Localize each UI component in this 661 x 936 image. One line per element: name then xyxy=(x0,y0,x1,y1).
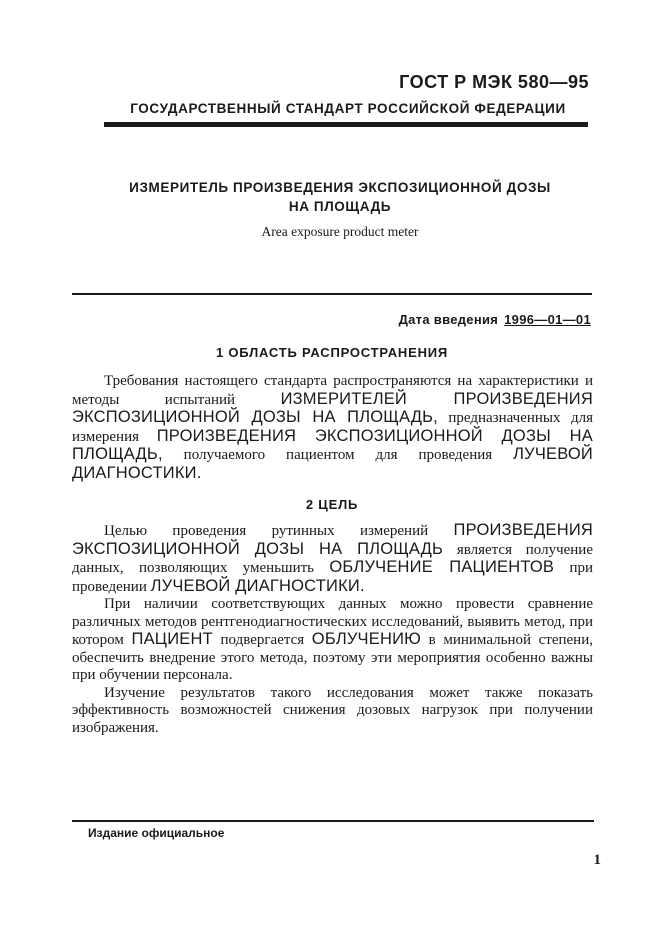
section-2-paragraph-2 xyxy=(72,596,593,685)
document-title xyxy=(90,178,590,216)
section-1-body xyxy=(72,373,593,483)
text-run: предназначенных для измерения xyxy=(72,410,593,445)
state-standard-title: ГОСУДАРСТВЕННЫЙ СТАНДАРТ РОССИЙСКОЙ ФЕДЕРАЦИИ xyxy=(130,101,566,116)
standard-code: ГОСТ Р МЭК 580—95 xyxy=(399,72,589,92)
english-title: Area exposure product meter xyxy=(261,224,419,239)
introduction-date xyxy=(399,312,591,327)
header-divider xyxy=(104,122,588,127)
edition-note: Издание официальное xyxy=(88,826,225,840)
defined-term: ПРОИЗВЕДЕНИЯ ЭКСПОЗИЦИОННОЙ ДОЗЫ НА ПЛОЩАДЬ xyxy=(72,521,593,558)
text-run: подвергается xyxy=(212,632,312,648)
text-run: является получение данных, позволяющих уменьшить xyxy=(72,541,593,576)
section-2-heading: 2 ЦЕЛЬ xyxy=(305,497,359,512)
defined-term: ОБЛУЧЕНИЮ xyxy=(311,630,422,648)
defined-term: ЛУЧЕВОЙ ДИАГНОСТИКИ. xyxy=(72,445,593,482)
text-run: Целью проведения рутинных измерений xyxy=(104,523,454,539)
title-divider xyxy=(72,293,592,295)
text-run: Требования настоящего стандарта распространяются на характеристики и методы испытаний xyxy=(72,373,593,408)
introduction-date-value: 1996—01—01 xyxy=(504,312,591,327)
page-number: 1 xyxy=(593,852,601,868)
introduction-date-label: Дата введения xyxy=(398,312,499,327)
document-title-line2: НА ПЛОЩАДЬ xyxy=(288,199,392,214)
document-title-line1: ИЗМЕРИТЕЛЬ ПРОИЗВЕДЕНИЯ ЭКСПОЗИЦИОННОЙ ДОЗЫ xyxy=(129,180,551,195)
section-2-paragraph-1 xyxy=(72,522,593,596)
text-run: при проведении xyxy=(72,560,593,595)
defined-term: ПРОИЗВЕДЕНИЯ ЭКСПОЗИЦИОННОЙ ДОЗЫ НА ПЛОЩАДЬ, xyxy=(72,426,593,463)
footer-divider xyxy=(72,820,594,822)
defined-term: ЛУЧЕВОЙ ДИАГНОСТИКИ. xyxy=(150,576,365,595)
section-2-body xyxy=(72,522,593,737)
text-run: в минимальной степени, обеспечить внедрение этого метода, поэтому эти мероприятия особенно важны при обучении персонала. xyxy=(72,632,593,683)
defined-term: ОБЛУЧЕНИЕ ПАЦИЕНТОВ xyxy=(329,558,555,576)
text-run: При наличии соответствующих данных можно провести сравнение различных методов рентгенодиагностических исследований, выявить метод, при котором xyxy=(72,596,593,648)
section-1-paragraph xyxy=(72,373,593,483)
defined-term: ИЗМЕРИТЕЛЕЙ ПРОИЗВЕДЕНИЯ ЭКСПОЗИЦИОННОЙ ДОЗЫ НА ПЛОЩАДЬ, xyxy=(72,389,593,426)
text-run: получаемого пациентом для проведения xyxy=(162,447,514,463)
section-1-heading: 1 ОБЛАСТЬ РАСПРОСТРАНЕНИЯ xyxy=(215,345,449,360)
section-2-paragraph-3: Изучение результатов такого исследования может также показать эффективность возможностей снижения дозовых нагрузок при получении изображения. xyxy=(72,684,593,736)
defined-term: ПАЦИЕНТ xyxy=(131,630,213,648)
